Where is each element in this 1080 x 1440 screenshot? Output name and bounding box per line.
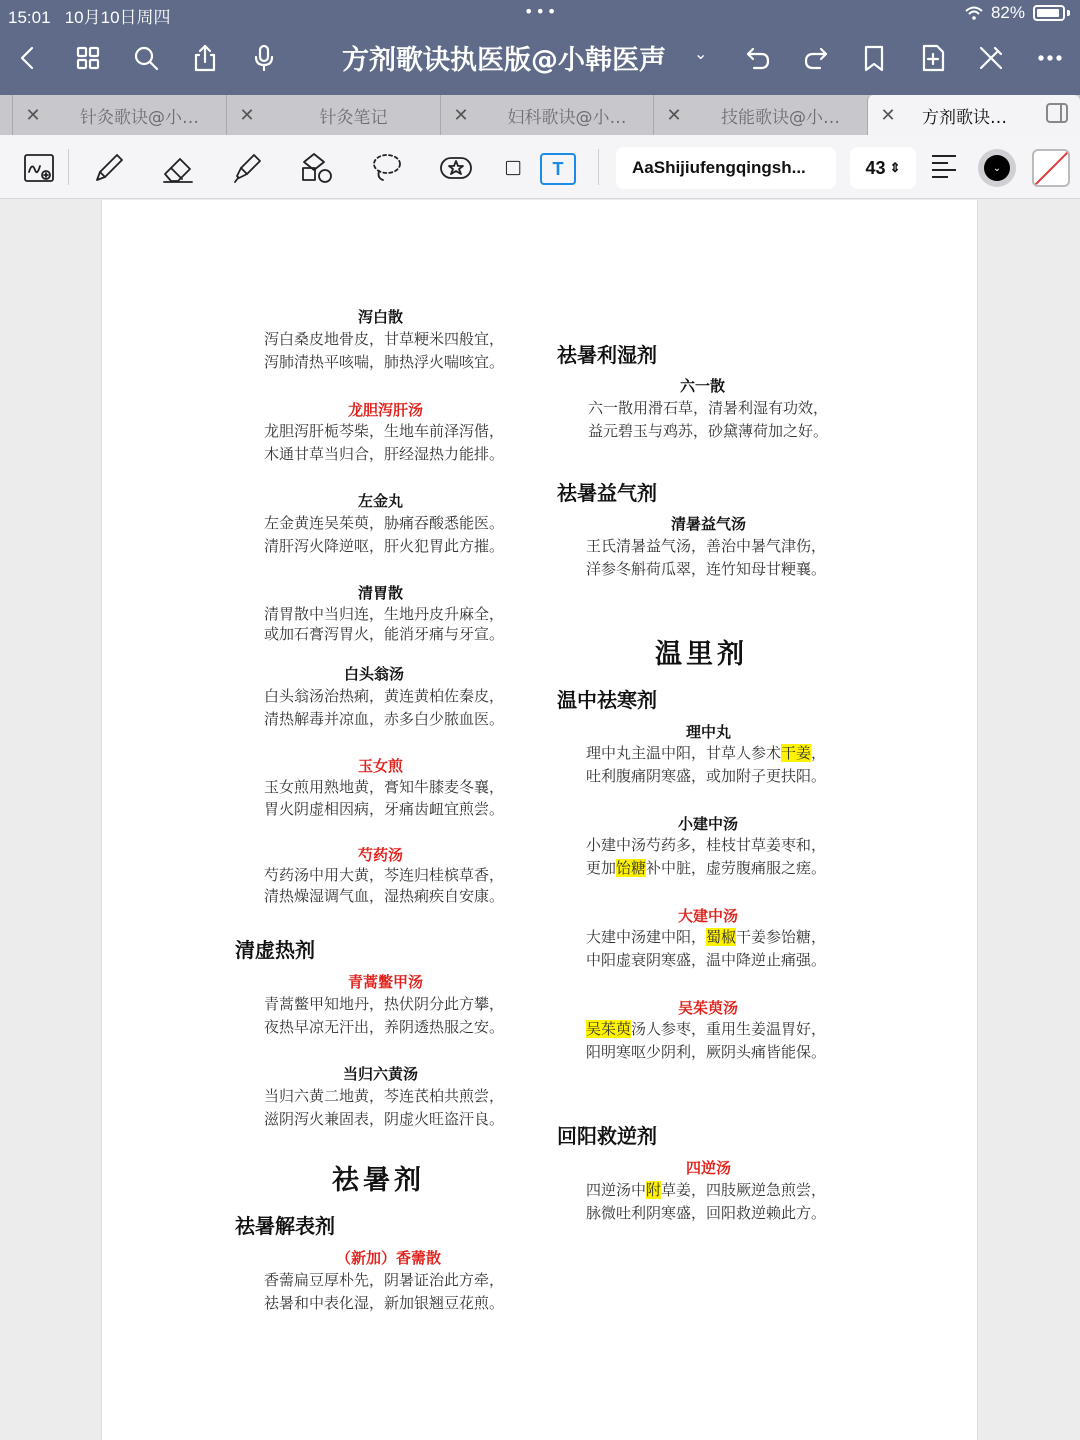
- formula-title: 芍药汤: [358, 846, 404, 864]
- separator: [598, 149, 599, 185]
- pen-icon[interactable]: [88, 147, 130, 189]
- tab-bar: [0, 95, 1080, 135]
- verse-line: 中阳虚衰阴寒盛，温中降逆止痛强。: [586, 951, 827, 969]
- formula-title: 龙胆泻肝汤: [348, 401, 424, 419]
- tab-fangji-gejue[interactable]: [867, 95, 1080, 135]
- category-heading: 祛暑益气剂: [557, 481, 657, 505]
- verse-text: ，: [811, 744, 827, 762]
- verse-line: 芍药汤中用大黄，芩连归桂槟草香，: [264, 866, 505, 884]
- verse-line: [586, 1179, 826, 1202]
- verse-text: 四逆汤中: [586, 1181, 647, 1199]
- verse-text: 草姜，四肢厥逆急煎尝，: [661, 1181, 827, 1199]
- undo-icon[interactable]: [740, 40, 776, 76]
- verse-line: 香薷扁豆厚朴先，阴暑证治此方牵，: [264, 1271, 505, 1289]
- date: 10月10日周四: [64, 8, 171, 27]
- verse-line: 阳明寒呕少阴利，厥阴头痛皆能保。: [586, 1043, 827, 1061]
- category-heading: 清虚热剂: [235, 938, 315, 962]
- close-icon[interactable]: ✕: [453, 104, 469, 126]
- formula-title: 理中丸: [686, 723, 732, 741]
- verse-line: 当归六黄二地黄，芩连芪柏共煎尝，: [264, 1087, 505, 1105]
- verse-line: [586, 742, 826, 765]
- clock: 15:01: [8, 8, 51, 27]
- formula-title: 泻白散: [358, 308, 404, 326]
- status-right: [965, 3, 1070, 23]
- verse-line: [586, 926, 826, 949]
- font-selector[interactable]: AaShijiufengqingsh...: [616, 147, 836, 189]
- font-size-value: 43: [865, 157, 886, 178]
- formula-title: 当归六黄汤: [343, 1065, 419, 1083]
- separator: [68, 149, 69, 185]
- formula-title: 六一散: [680, 377, 726, 395]
- formula-title: 青蒿鳖甲汤: [348, 973, 424, 991]
- verse-line: 木通甘草当归合，肝经湿热力能排。: [264, 445, 505, 463]
- tab-zhenjiu-notes[interactable]: [226, 95, 440, 135]
- verse-line: 夜热早凉无汗出，养阴透热服之安。: [264, 1018, 505, 1036]
- chevron-down-icon[interactable]: ⌄: [694, 44, 708, 63]
- text-align-icon[interactable]: [932, 155, 958, 181]
- no-fill-button[interactable]: [1032, 149, 1070, 187]
- verse-line: 六一散用滑石草，清暑利湿有功效，: [588, 399, 829, 417]
- verse-line: 或加石膏泻胃火，能消牙痛与牙宣。: [264, 625, 505, 643]
- font-size-stepper[interactable]: [850, 147, 916, 189]
- verse-line: 王氏清暑益气汤，善治中暑气津伤，: [586, 537, 827, 555]
- tab-fuke-gejue[interactable]: [440, 95, 653, 135]
- verse-text: 汤人参枣，重用生姜温胃好，: [631, 1020, 827, 1038]
- tab-zhenjiu-gejue[interactable]: [12, 95, 226, 135]
- formula-title: 玉女煎: [358, 757, 404, 775]
- status-time: [8, 3, 171, 28]
- highlighted-herb: 干姜: [781, 744, 812, 762]
- close-icon[interactable]: ✕: [239, 104, 255, 126]
- lasso-icon[interactable]: [366, 147, 408, 189]
- battery-icon: [1033, 5, 1065, 21]
- verse-line: [586, 1018, 826, 1041]
- wifi-icon: [965, 6, 983, 20]
- close-icon[interactable]: ✕: [666, 104, 682, 126]
- verse-line: 益元碧玉与鸡苏，砂黛薄荷加之好。: [588, 422, 829, 440]
- verse-line: 玉女煎用熟地黄，膏知牛膝麦冬襄，: [264, 778, 505, 796]
- highlighted-herb: 蜀椒: [706, 928, 737, 946]
- battery-percent: 82%: [990, 3, 1025, 22]
- verse-text: 大建中汤建中阳，: [586, 928, 707, 946]
- sticker-icon[interactable]: [435, 147, 477, 189]
- category-heading: 祛暑利湿剂: [557, 343, 657, 367]
- eraser-icon[interactable]: [157, 147, 199, 189]
- section-heading: 祛暑剂: [332, 1165, 425, 1196]
- formula-title: （新加）香薷散: [336, 1249, 442, 1267]
- tab-jineng-gejue[interactable]: [653, 95, 867, 135]
- formula-title: 白头翁汤: [344, 665, 405, 683]
- category-heading: 温中祛寒剂: [557, 688, 657, 712]
- verse-line: 青蒿鳖甲知地丹，热伏阴分此方攀，: [264, 995, 505, 1013]
- handwriting-zoom-icon[interactable]: [18, 147, 60, 189]
- close-icon[interactable]: ✕: [880, 104, 896, 126]
- highlighted-herb: 吴茱萸: [586, 1020, 632, 1038]
- formula-title: 清胃散: [358, 584, 404, 602]
- text-tool-icon[interactable]: T: [540, 153, 576, 185]
- formula-title: 四逆汤: [686, 1159, 732, 1177]
- category-heading: 祛暑解表剂: [235, 1214, 335, 1238]
- tab-label: 方剂歌诀…: [922, 107, 1007, 128]
- highlighted-herb: 附: [646, 1181, 662, 1199]
- text-color-button[interactable]: [978, 149, 1016, 187]
- formula-title: 清暑益气汤: [671, 515, 747, 533]
- formula-title: 小建中汤: [678, 815, 739, 833]
- document-page[interactable]: [101, 200, 978, 1440]
- pen-off-icon[interactable]: [973, 40, 1009, 76]
- verse-line: 清胃散中当归连，生地丹皮升麻全，: [264, 605, 505, 623]
- search-icon[interactable]: [128, 40, 164, 76]
- verse-line: 小建中汤芍药多，桂枝甘草姜枣和，: [586, 836, 827, 854]
- shapes-icon[interactable]: [296, 147, 338, 189]
- formula-title: 吴茱萸汤: [678, 999, 739, 1017]
- verse-line: 左金黄连吴茱萸，胁痛吞酸悉能医。: [264, 514, 505, 532]
- tab-label: 妇科歌诀@小…: [507, 107, 627, 128]
- verse-line: 泻白桑皮地骨皮，甘草粳米四般宜，: [264, 330, 505, 348]
- highlighted-herb: 饴糖: [616, 859, 647, 877]
- multitask-dots[interactable]: •••: [524, 2, 559, 21]
- chevron-down-icon: ⌄: [984, 155, 1010, 181]
- formula-title: 大建中汤: [678, 907, 739, 925]
- verse-line: 泻肺清热平咳喘，肺热浮火喘咳宜。: [264, 353, 505, 371]
- section-heading: 温里剂: [655, 639, 748, 670]
- verse-line: 胃火阴虚相因病，牙痛齿衄宜煎尝。: [264, 800, 505, 818]
- battery-tip: [1067, 10, 1070, 16]
- formula-title: 左金丸: [358, 492, 404, 510]
- bookmark-icon[interactable]: [856, 40, 892, 76]
- verse-text: 理中丸主温中阳，甘草人参术: [586, 744, 782, 762]
- highlighter-icon[interactable]: [226, 147, 268, 189]
- microphone-icon[interactable]: [246, 40, 282, 76]
- verse-line: 清肝泻火降逆呕，肝火犯胃此方摧。: [264, 537, 505, 555]
- verse-line: 洋参冬斛荷瓜翠，连竹知母甘粳襄。: [586, 560, 827, 578]
- more-icon[interactable]: [1032, 40, 1068, 76]
- image-icon[interactable]: [502, 147, 522, 189]
- verse-line: 白头翁汤治热痢，黄连黄柏佐秦皮，: [264, 687, 505, 705]
- tab-label: 针灸歌诀@小…: [80, 107, 199, 128]
- category-heading: 回阳救逆剂: [557, 1124, 657, 1148]
- top-bar: [0, 0, 1080, 95]
- close-icon[interactable]: ✕: [25, 104, 41, 126]
- verse-line: 吐利腹痛阴寒盛，或加附子更扶阳。: [586, 767, 827, 785]
- tab-label: 技能歌诀@小…: [721, 107, 840, 128]
- back-icon[interactable]: [10, 40, 46, 76]
- verse-line: 龙胆泻肝栀芩柴，生地车前泽泻偕，: [264, 422, 505, 440]
- verse-line: [586, 857, 826, 880]
- tab-label: 针灸笔记: [319, 107, 388, 128]
- verse-line: 清热解毒并凉血，赤多白少脓血医。: [264, 710, 505, 728]
- verse-text: 干姜参饴糖，: [736, 928, 827, 946]
- verse-line: 祛暑和中表化湿，新加银翘豆花煎。: [264, 1294, 505, 1312]
- grid-icon[interactable]: [70, 40, 106, 76]
- verse-text: 补中脏，虚劳腹痛服之瘥。: [646, 859, 827, 877]
- add-page-icon[interactable]: [915, 40, 951, 76]
- tool-bar: [0, 135, 1080, 199]
- stepper-icon: ⇕: [889, 160, 901, 175]
- verse-line: 滋阴泻火兼固表，阴虚火旺盗汗良。: [264, 1110, 505, 1128]
- verse-line: 脉微吐利阴寒盛，回阳救逆赖此方。: [586, 1204, 827, 1222]
- verse-line: 清热燥湿调气血，湿热痢疾自安康。: [264, 887, 505, 905]
- redo-icon[interactable]: [798, 40, 834, 76]
- share-icon[interactable]: [187, 40, 223, 76]
- verse-text: 更加: [586, 859, 617, 877]
- document-title[interactable]: 方剂歌诀执医版@小韩医声: [342, 45, 666, 76]
- split-view-icon[interactable]: [1046, 103, 1068, 123]
